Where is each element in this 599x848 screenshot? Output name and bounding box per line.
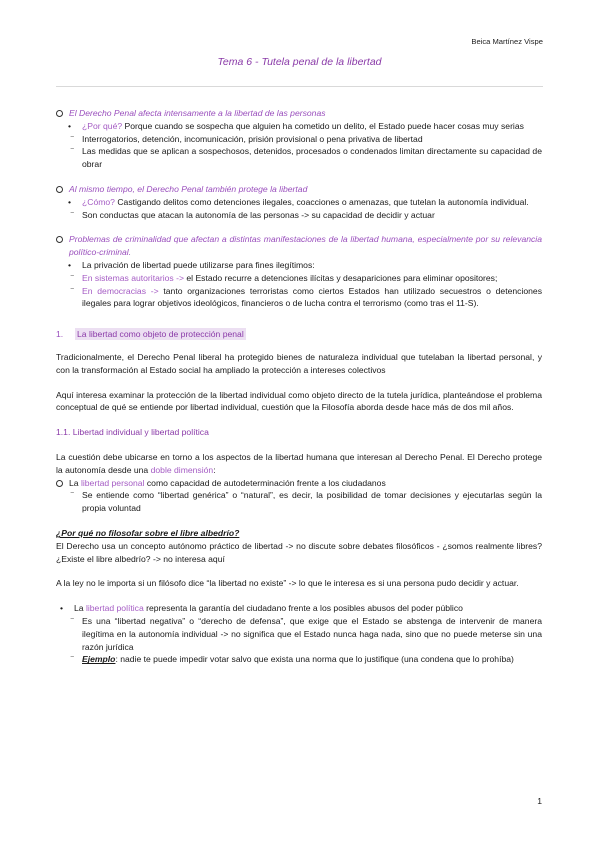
section-intro-2 — [56, 183, 542, 221]
bullet-icon: • — [68, 196, 72, 207]
bullet-item — [64, 120, 542, 133]
dash-icon: ⁻ — [70, 271, 75, 282]
main-content — [56, 107, 542, 666]
paragraph: A la ley no le importa si un filósofo dice “la libertad no existe” -> lo que le interesa es si una persona pudo decidir y actuar. — [56, 578, 519, 589]
dash-item — [56, 285, 542, 311]
dash-icon: ⁻ — [70, 653, 75, 664]
page-title: Tema 6 - Tutela penal de la libertad — [217, 56, 382, 68]
dash-icon: ⁻ — [70, 489, 75, 500]
text-span: La — [69, 477, 81, 488]
heading-number: 1. — [56, 329, 64, 340]
section-heading: Problemas de criminalidad que afectan a distintas manifestaciones de la libertad humana, especialmente por su relevancia político-criminal. — [69, 234, 542, 258]
dash-text: Interrogatorios, detención, incomunicación, prisión provisional o pena privativa de libertad — [82, 133, 423, 144]
text-span: La cuestión debe ubicarse en torno a los aspectos de la libertad humana que interesan al Derecho Penal. El Derecho protege la autonomía desde una — [56, 451, 542, 475]
bullet-text: La privación de libertad puede utilizarse para fines ilegítimos: — [82, 259, 315, 270]
bullet-text: Porque cuando se sospecha que alguien ha cometido un delito, el Estado puede hacer cosas muy serias — [122, 120, 524, 131]
bullet-item — [56, 602, 542, 615]
circle-bullet-item — [56, 107, 542, 120]
paragraph — [56, 451, 542, 477]
dash-item — [56, 272, 542, 285]
dash-text: Es una “libertad negativa” o “derecho de defensa”, que exige que el Estado se abstenga de intervenir de manera ilegítima en la autonomía individual -> no significa que el Estado nunca haga nada, sino que no puede meterse sin una razón jurídica — [82, 615, 542, 652]
dash-icon: ⁻ — [70, 284, 75, 295]
text-span: : — [213, 464, 216, 475]
dash-text: tanto organizaciones terroristas como ciertos Estados han utilizado secuestros o detenciones ilegales para lograr objetivos ideológicos, financieros o de lucha contra el terrorismo (como tras el 11-S). — [82, 285, 542, 309]
dash-item — [56, 133, 542, 146]
section-heading: Al mismo tiempo, el Derecho Penal también protege la libertad — [69, 183, 308, 194]
question-label: ¿Por qué? — [82, 120, 123, 131]
circle-bullet-icon — [56, 480, 63, 487]
dash-text: Son conductas que atacan la autonomía de las personas -> su capacidad de decidir y actuar — [82, 209, 435, 220]
dash-item — [56, 489, 542, 515]
bullet-icon: • — [60, 603, 64, 614]
dash-item — [56, 209, 542, 222]
section-intro-3 — [56, 233, 542, 310]
bullet-text: Castigando delitos como detenciones ilegales, coacciones o amenazas, que tutelan la autonomía individual. — [114, 196, 529, 207]
why-title — [56, 527, 542, 540]
example-label: Ejemplo — [82, 654, 116, 665]
circle-bullet-icon — [56, 110, 63, 117]
dash-label: En sistemas autoritarios -> — [82, 272, 184, 283]
text-span: La — [74, 603, 86, 614]
underlined-title: ¿Por qué no filosofar sobre el libre albedrío? — [56, 527, 240, 538]
header-divider — [56, 86, 543, 87]
paragraph: El Derecho usa un concepto autónomo práctico de libertad -> no discute sobre debates filosóficos - ¿somos realmente libres? ¿Existe el libre albedrío? -> no interesa aquí — [56, 540, 542, 564]
section-heading: El Derecho Penal afecta intensamente a la libertad de las personas — [69, 108, 326, 118]
dash-text: Se entiende como “libertad genérica” o “natural”, es decir, la posibilidad de tomar decisiones y ejecutarlas según la propia voluntad — [82, 490, 542, 514]
section-intro-1 — [56, 107, 542, 171]
heading-text: La libertad como objeto de protección penal — [77, 329, 244, 340]
circle-bullet-item — [56, 233, 542, 259]
highlight-text: libertad política — [85, 603, 144, 614]
page-number: 1 — [537, 796, 542, 806]
author-name: Beica Martínez Vispe — [471, 37, 543, 46]
text-span: como capacidad de autodeterminación frente a los ciudadanos — [144, 477, 386, 488]
bullet-icon: • — [68, 120, 72, 131]
dash-text: : nadie te puede impedir votar salvo que exista una norma que lo justifique (una condena que lo prohíba) — [115, 654, 514, 665]
dash-item — [56, 615, 542, 653]
dash-icon: ⁻ — [70, 614, 75, 625]
dash-text: Las medidas que se aplican a sospechosos, detenidos, procesados o condenados limitan directamente su capacidad de obrar — [82, 146, 542, 170]
circle-bullet-item — [56, 477, 542, 490]
heading-2: 1.1. Libertad individual y libertad política — [56, 427, 209, 438]
paragraph: Tradicionalmente, el Derecho Penal liberal ha protegido bienes de naturaleza individual que tutelaban la libertad personal, y con la transformación al Estado social ha ampliado la protección a intereses colectivos — [56, 351, 542, 375]
bullet-item — [64, 259, 542, 272]
dash-item — [56, 145, 542, 171]
highlight-text: doble dimensión — [150, 464, 214, 475]
text-span: representa la garantía del ciudadano frente a los posibles abusos del poder público — [143, 603, 463, 614]
dash-text: el Estado recurre a detenciones ilícitas y desapariciones para eliminar opositores; — [183, 272, 498, 283]
bullet-icon: • — [68, 259, 72, 270]
circle-bullet-item — [56, 183, 542, 196]
dash-item — [56, 653, 542, 666]
dash-icon: ⁻ — [70, 208, 75, 219]
dash-label: En democracias -> — [82, 285, 159, 296]
bullet-item — [64, 196, 542, 209]
question-label: ¿Cómo? — [82, 196, 115, 207]
dash-icon: ⁻ — [70, 132, 75, 143]
circle-bullet-icon — [56, 236, 63, 243]
paragraph: Aquí interesa examinar la protección de la libertad individual como objeto directo de la tutela jurídica, planteándose el problema conceptual de qué se entiende por libertad individual, cuestión que la Filosofía aborda desde hace más de dos mil años. — [56, 389, 542, 413]
circle-bullet-icon — [56, 186, 63, 193]
dash-icon: ⁻ — [70, 145, 75, 156]
highlight-text: libertad personal — [80, 477, 145, 488]
heading-1 — [56, 328, 542, 341]
